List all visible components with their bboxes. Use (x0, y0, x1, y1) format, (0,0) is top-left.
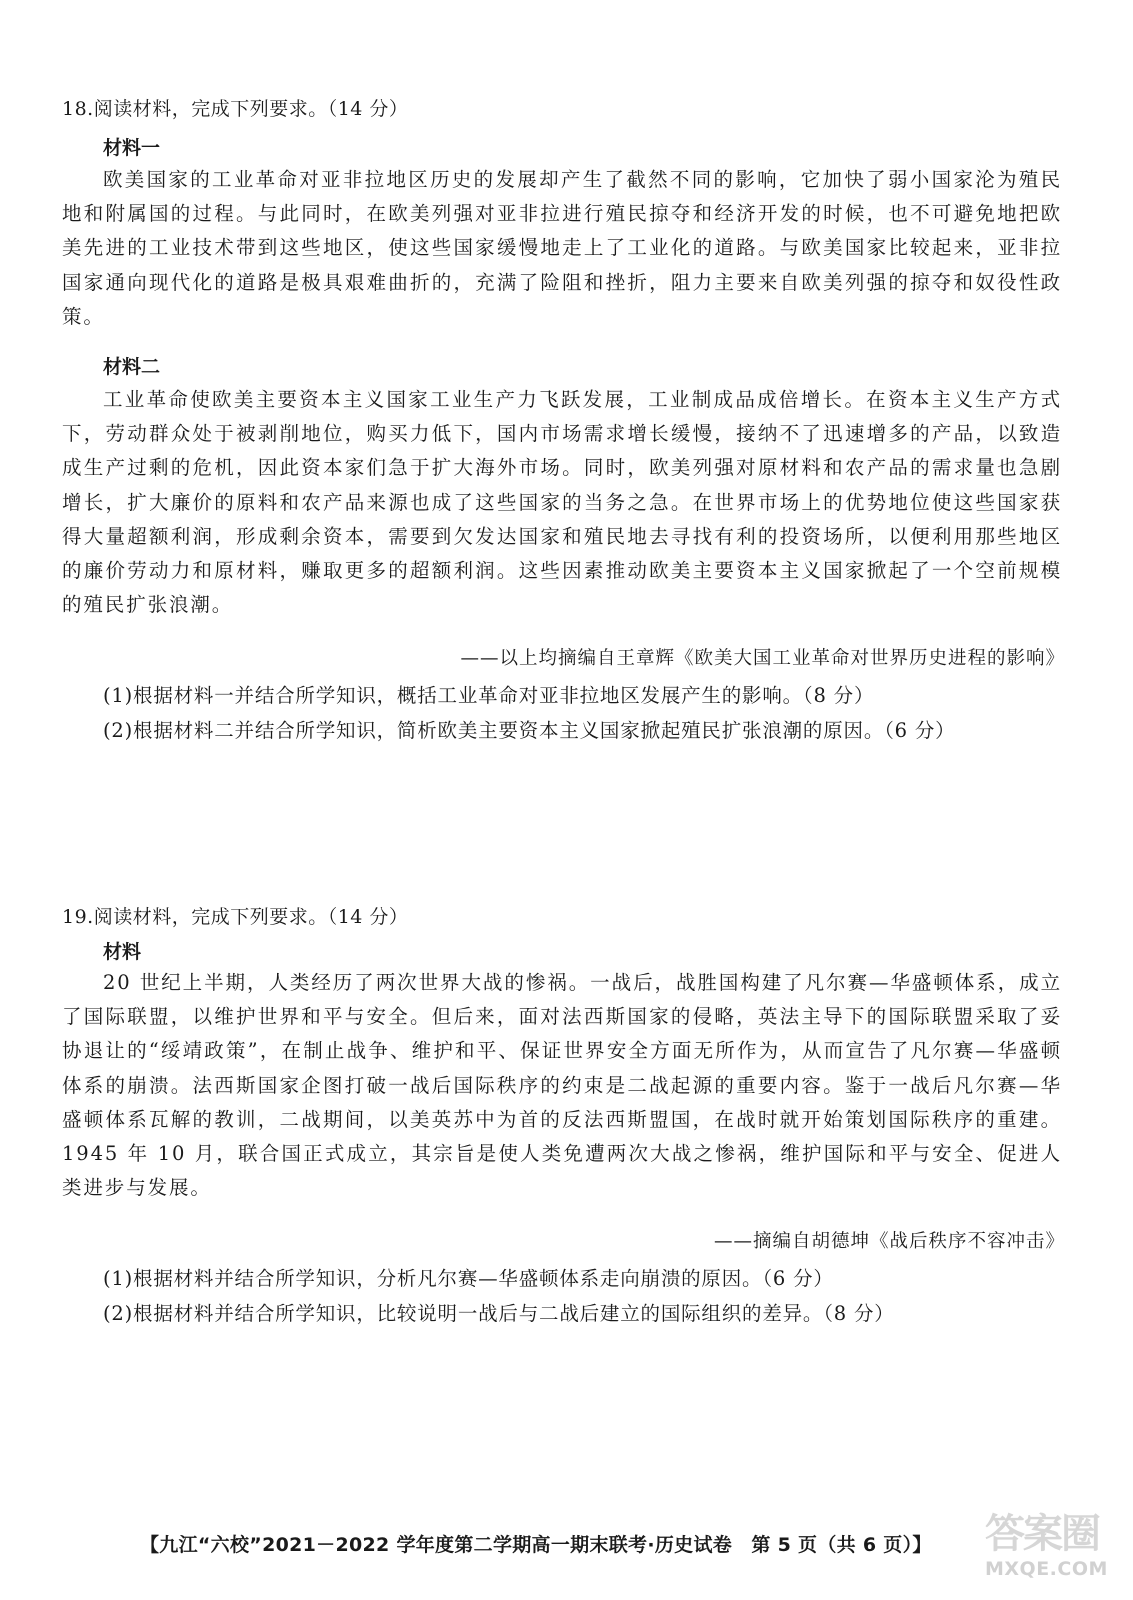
watermark-url: MXQE.COM (985, 1558, 1108, 1580)
q18-heading: 18.阅读材料，完成下列要求。（14 分） (62, 98, 409, 120)
q18-material2-label: 材料二 (103, 356, 161, 378)
watermark-logo (985, 1510, 1125, 1594)
q18-material2-text: 工业革命使欧美主要资本主义国家工业生产力飞跃发展，工业制成品成倍增长。在资本主义生产方式下，劳动群众处于被剥削地位，购买力低下，国内市场需求增长缓慢，接纳不了迅速增多的产品，以致造成生产过剩的危机，因此资本家们急于扩大海外市场。同时，欧美列强对原材料和农产品的需求量也急剧增长，扩大廉价的原料和农产品来源也成了这些国家的当务之急。在世界市场上的优势地位使这些国家获得大量超额利润，形成剩余资本，需要到欠发达国家和殖民地去寻找有利的投资场所，以便利用那些地区的廉价劳动力和原材料，赚取更多的超额利润。这些因素推动欧美主要资本主义国家掀起了一个空前规模的殖民扩张浪潮。 (62, 388, 1062, 617)
q19-subquestion-2: (2)根据材料并结合所学知识，比较说明一战后与二战后建立的国际组织的差异。（8 分） (103, 1302, 895, 1325)
q18-material1-label: 材料一 (103, 137, 161, 159)
q19-material-label: 材料 (103, 941, 142, 963)
q19-source: ——摘编自胡德坤《战后秩序不容冲击》 (713, 1231, 1065, 1252)
q19-subquestion-1: (1)根据材料并结合所学知识，分析凡尔赛—华盛顿体系走向崩溃的原因。（6 分） (103, 1267, 834, 1290)
watermark-title: 答案圈 (985, 1511, 1099, 1557)
q18-subquestion-1: (1)根据材料一并结合所学知识，概括工业革命对亚非拉地区发展产生的影响。（8 分） (103, 684, 875, 707)
page-footer: 【九江“六校”2021－2022 学年度第二学期高一期末联考·历史试卷 第 5 页（共 6 页）】 (140, 1534, 932, 1556)
q18-subquestion-2: (2)根据材料二并结合所学知识，简析欧美主要资本主义国家掀起殖民扩张浪潮的原因。（6 分） (103, 719, 956, 742)
q19-heading: 19.阅读材料，完成下列要求。（14 分） (62, 906, 409, 928)
q18-source: ——以上均摘编自王章辉《欧美大国工业革命对世界历史进程的影响》 (460, 648, 1065, 669)
q18-material1-text: 欧美国家的工业革命对亚非拉地区历史的发展却产生了截然不同的影响，它加快了弱小国家沦为殖民地和附属国的过程。与此同时，在欧美列强对亚非拉进行殖民掠夺和经济开发的时候，也不可避免地把欧美先进的工业技术带到这些地区，使这些国家缓慢地走上了工业化的道路。与欧美国家比较起来，亚非拉国家通向现代化的道路是极具艰难曲折的，充满了险阻和挫折，阻力主要来自欧美列强的掠夺和奴役性政策。 (62, 168, 1062, 328)
q19-material-text: 20 世纪上半期，人类经历了两次世界大战的惨祸。一战后，战胜国构建了凡尔赛—华盛顿体系，成立了国际联盟，以维护世界和平与安全。但后来，面对法西斯国家的侵略，英法主导下的国际联盟采取了妥协退让的“绥靖政策”，在制止战争、维护和平、保证世界安全方面无所作为，从而宣告了凡尔赛—华盛顿体系的崩溃。法西斯国家企图打破一战后国际秩序的约束是二战起源的重要内容。鉴于一战后凡尔赛—华盛顿体系瓦解的教训，二战期间，以美英苏中为首的反法西斯盟国，在战时就开始策划国际秩序的重建。1945 年 10 月，联合国正式成立，其宗旨是使人类免遭两次大战之惨祸，维护国际和平与安全、促进人类进步与发展。 (62, 971, 1062, 1200)
